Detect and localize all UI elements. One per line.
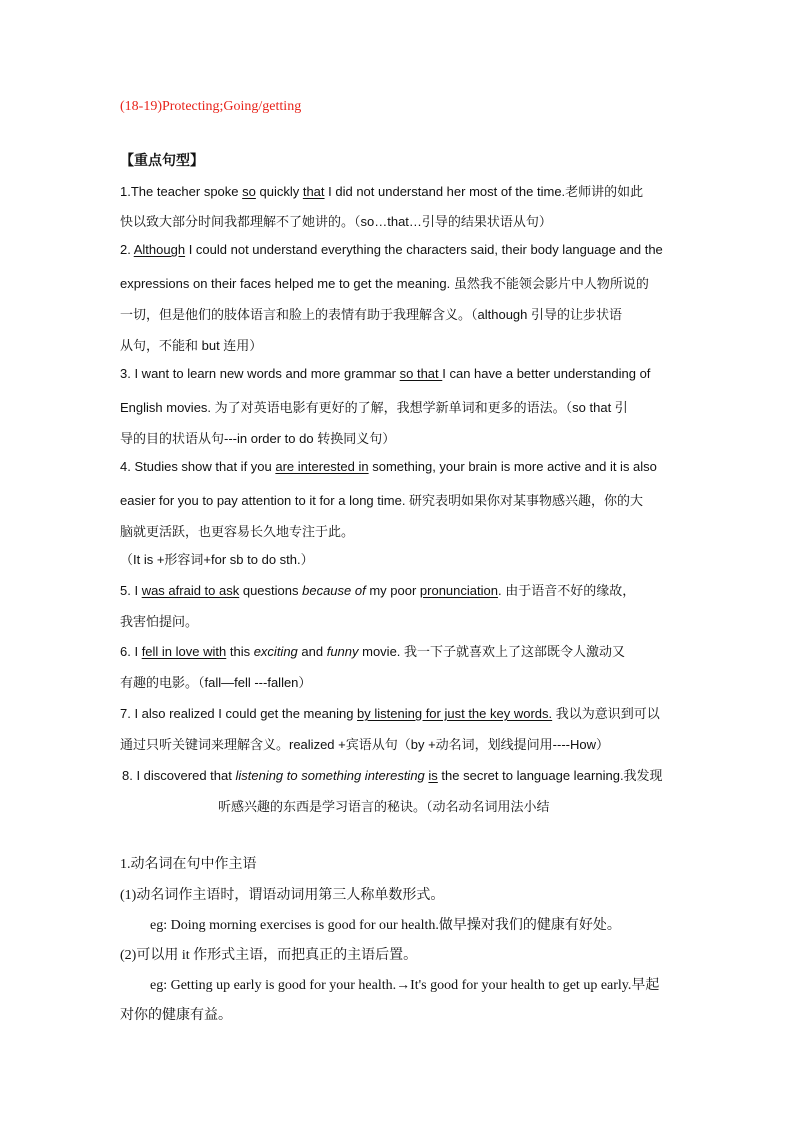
grammar-point-2: (2)可以用 it 作形式主语，而把真正的主语后置。	[120, 948, 418, 963]
sentence-4-line-3: 脑就更活跃，也更容易长久地专注于此。	[120, 524, 355, 539]
sentence-6-line-2: 有趣的电影。（fall—fell ---fallen）	[120, 675, 312, 690]
keyword-so: so	[242, 184, 256, 199]
sentence-8-line-2: 听感兴趣的东西是学习语言的秘诀。（动名动名词用法小结	[218, 799, 550, 814]
sentence-2-line-4: 从句，不能和 but 连用）	[120, 338, 263, 353]
section-title: 【重点句型】	[120, 152, 204, 168]
sentence-2-line-2: expressions on their faces helped me to get the meaning. 虽然我不能领会影片中人物所说的	[120, 276, 649, 291]
sentence-1-line-1: 1.The teacher spoke so quickly that I did not understand her most of the time.老师讲的如此	[120, 184, 644, 199]
sentence-5-line-1: 5. I was afraid to ask questions because of my poor pronunciation. 由于语音不好的缘故，	[120, 583, 636, 598]
sentence-4-line-2: easier for you to pay attention to it for a long time. 研究表明如果你对某事物感兴趣，你的大	[120, 493, 644, 508]
sentence-7-line-1: 7. I also realized I could get the meaning by listening for just the key words. 我以为意识到可以	[120, 706, 660, 721]
grammar-example-1: eg: Doing morning exercises is good for our health.做早操对我们的健康有好处。	[150, 918, 621, 933]
grammar-example-2-line-2: 对你的健康有益。	[120, 1008, 232, 1023]
keyword-although: Although	[133, 242, 186, 257]
grammar-heading: 1.动名词在句中作主语	[120, 857, 257, 872]
grammar-example-2-line-1: eg: Getting up early is good for your health.→It's good for your health to get up early.早起	[150, 978, 660, 993]
sentence-3-line-2: English movies. 为了对英语电影有更好的了解，我想学新单词和更多的语法。（so that 引	[120, 400, 628, 415]
sentence-2-line-3: 一切，但是他们的肢体语言和脸上的表情有助于我理解含义。（although 引导的让步状语	[120, 307, 622, 322]
header-title: (18-19)Protecting;Going/getting	[120, 99, 302, 114]
keyword-that: that	[302, 184, 325, 199]
grammar-point-1: (1)动名词作主语时，谓语动词用第三人称单数形式。	[120, 888, 445, 903]
sentence-4-line-1: 4. Studies show that if you are interested in something, your brain is more active and it is also	[120, 459, 657, 474]
sentence-6-line-1: 6. I fell in love with this exciting and funny movie. 我一下子就喜欢上了这部既令人激动又	[120, 644, 626, 659]
sentence-2-line-1: 2. Although I could not understand everything the characters said, their body language and the	[120, 242, 663, 257]
keyword-pronunciation: pronunciation	[419, 583, 498, 598]
sentence-1-line-2: 快以致大部分时间我都理解不了她讲的。（so…that…引导的结果状语从句）	[120, 214, 552, 229]
keyword-so-that: so that	[399, 366, 443, 381]
keyword-is: is	[428, 768, 438, 783]
sentence-5-line-2: 我害怕提问。	[120, 614, 199, 629]
keyword-afraid-to-ask: was afraid to ask	[141, 583, 240, 598]
sentence-8-line-1: 8. I discovered that listening to something interesting is the secret to language learning.我发现	[122, 768, 663, 783]
sentence-4-line-4: （It is +形容词+for sb to do sth.）	[120, 552, 314, 567]
sentence-3-line-3: 导的目的状语从句---in order to do 转换同义句）	[120, 431, 396, 446]
keyword-by-listening: by listening for just the key words.	[357, 706, 553, 721]
sentence-7-line-2: 通过只听关键词来理解含义。realized +宾语从句（by +动名词，划线提问用----How）	[120, 737, 609, 752]
keyword-interested-in: are interested in	[275, 459, 369, 474]
sentence-3-line-1: 3. I want to learn new words and more grammar so that I can have a better understanding of	[120, 366, 651, 381]
keyword-fell-in-love: fell in love with	[141, 644, 227, 659]
